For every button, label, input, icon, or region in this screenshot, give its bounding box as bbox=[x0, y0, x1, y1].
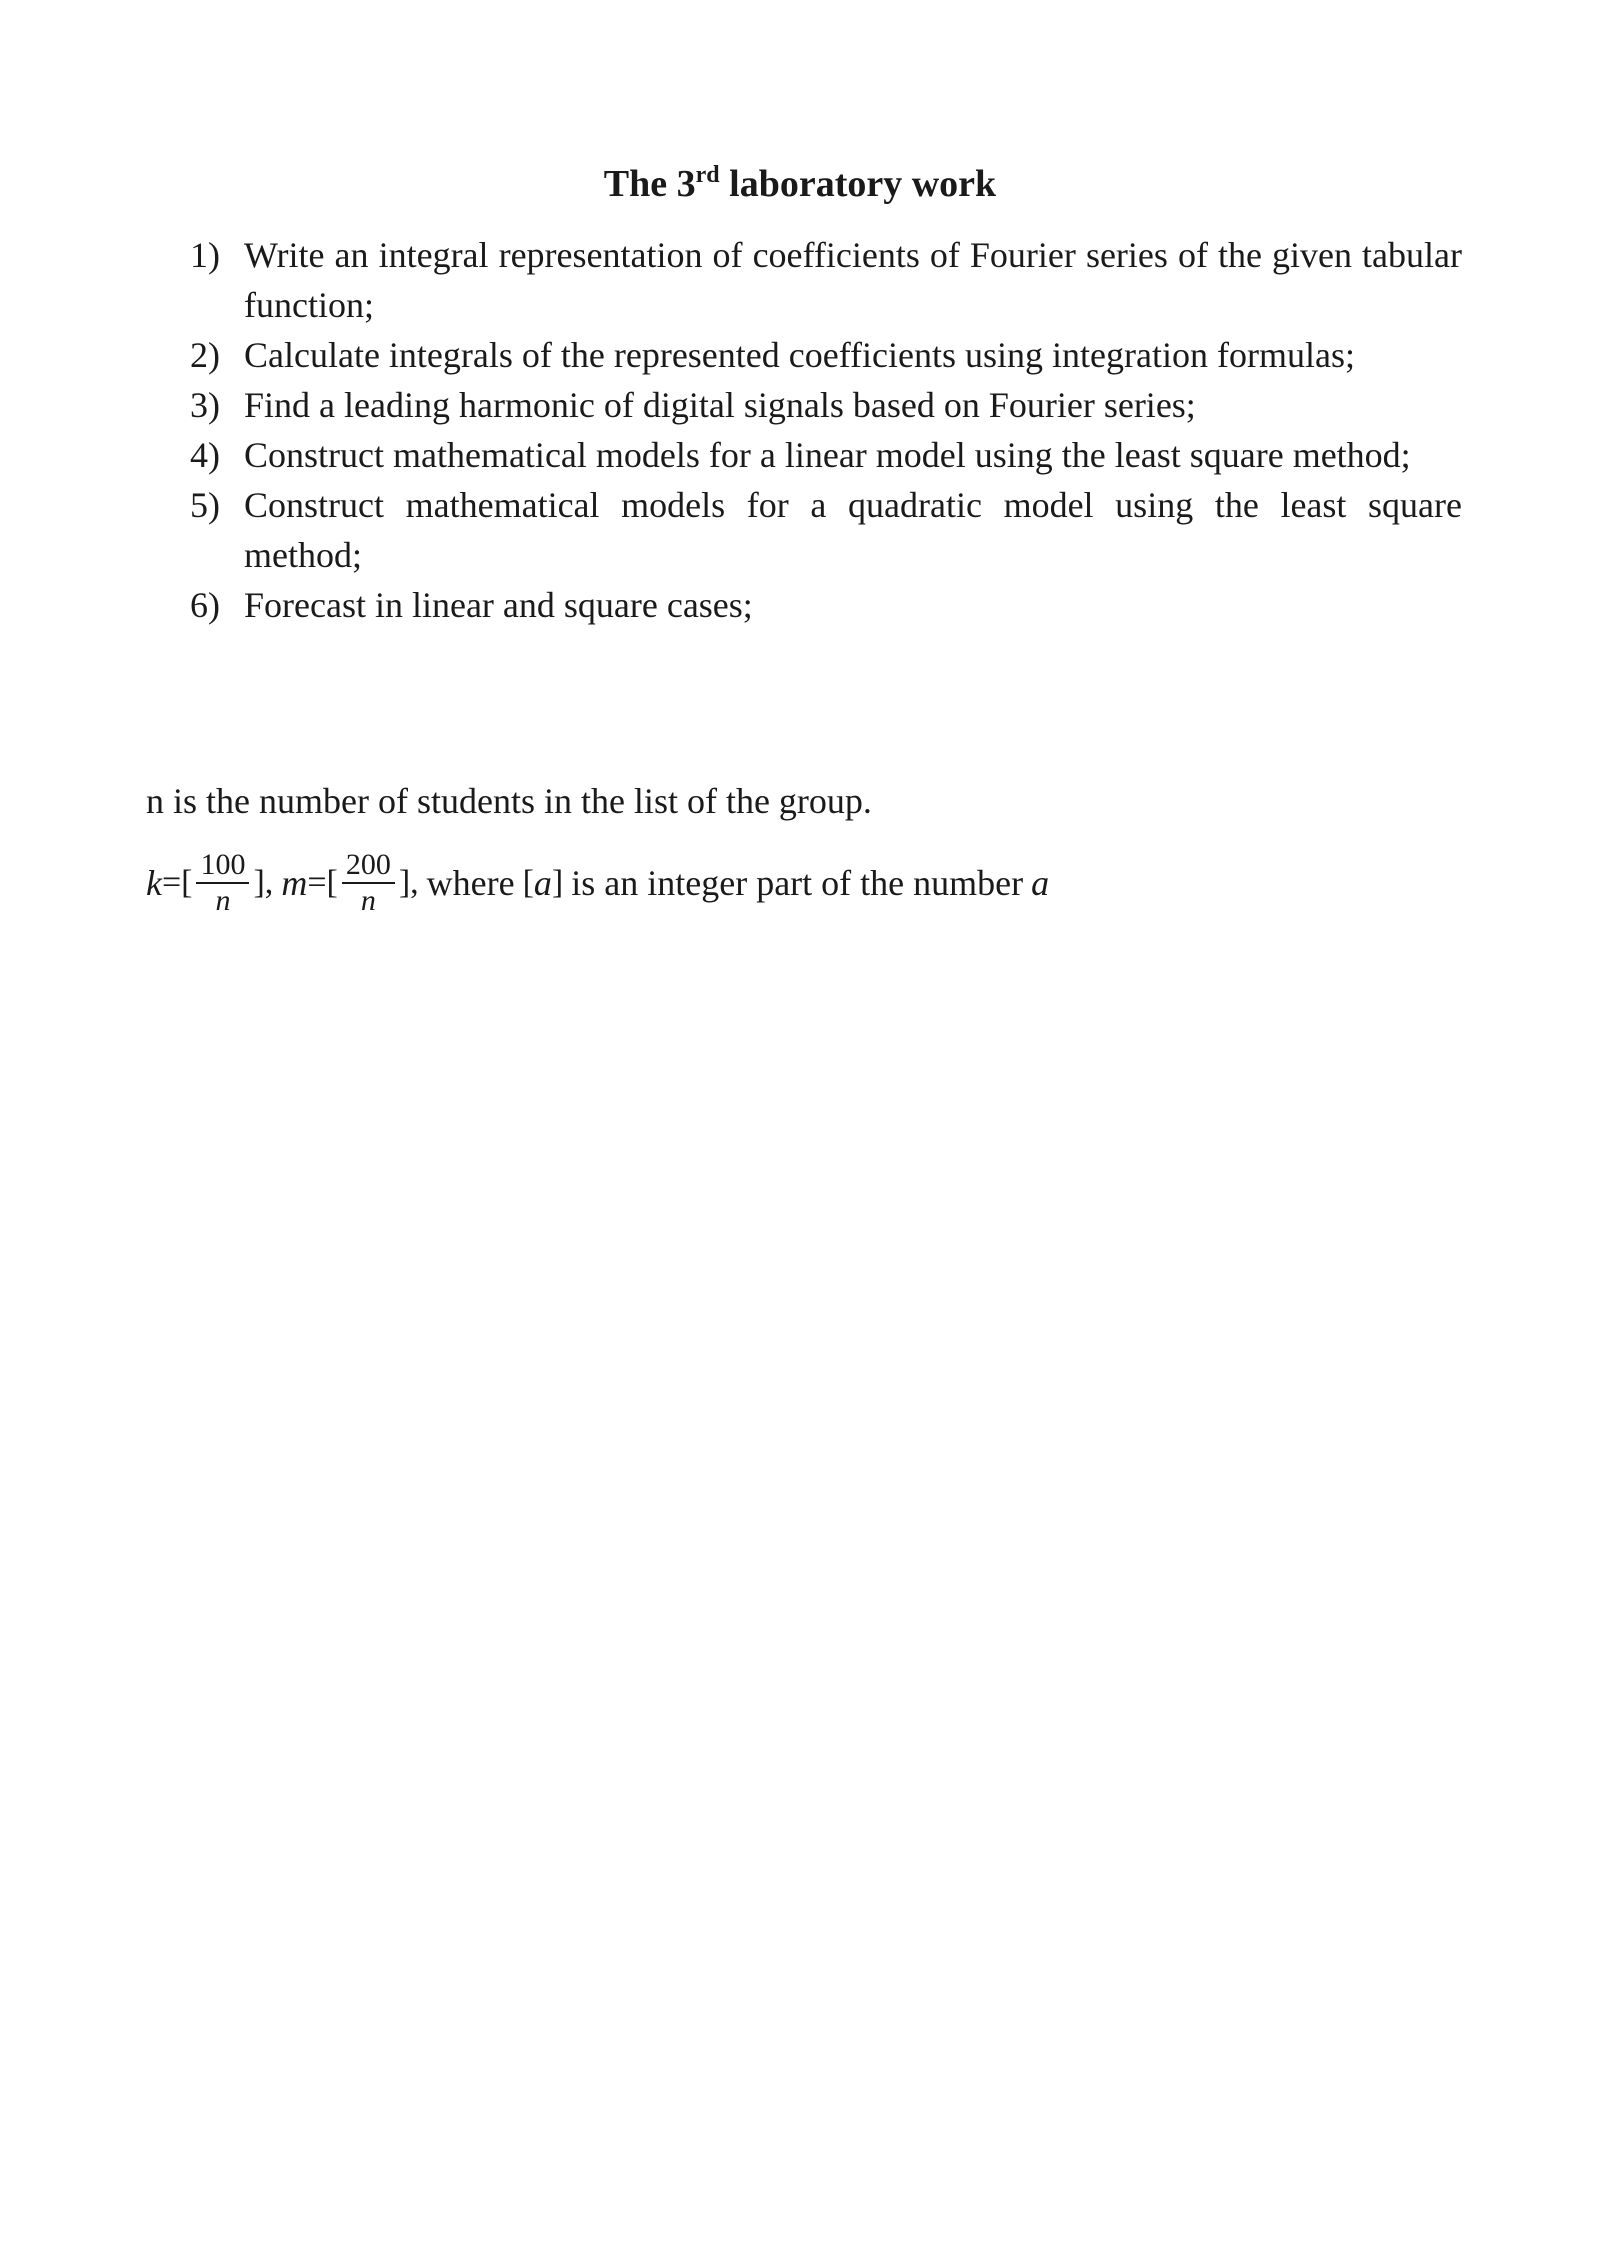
a-close-bracket: ] bbox=[551, 864, 564, 901]
a-open-bracket: [ bbox=[522, 864, 534, 901]
task-text: Calculate integrals of the represented coefficients using integration formulas; bbox=[244, 335, 1355, 375]
task-text: Forecast in linear and square cases; bbox=[244, 585, 753, 625]
k-variable: k bbox=[146, 863, 162, 903]
list-item bbox=[190, 480, 1462, 580]
title-suffix: laboratory work bbox=[719, 163, 997, 205]
list-item bbox=[190, 430, 1462, 480]
k-numerator: 100 bbox=[196, 848, 249, 884]
task-number: 1) bbox=[190, 235, 220, 275]
list-item bbox=[190, 580, 1462, 630]
k-close-bracket: ], bbox=[253, 864, 274, 901]
task-text: Write an integral representation of coefficients of Fourier series of the given tabular function; bbox=[244, 235, 1462, 325]
task-text: Find a leading harmonic of digital signals based on Fourier series; bbox=[244, 385, 1196, 425]
task-number: 4) bbox=[190, 435, 220, 475]
k-denominator: n bbox=[215, 884, 231, 917]
list-item bbox=[190, 330, 1462, 380]
list-item bbox=[190, 380, 1462, 430]
task-list bbox=[190, 230, 1462, 630]
task-number: 2) bbox=[190, 335, 220, 375]
group-note: n is the number of students in the list of the group. bbox=[146, 781, 872, 821]
task-number: 6) bbox=[190, 585, 220, 625]
page-title bbox=[0, 160, 1600, 208]
integer-part-text: is an integer part of the number bbox=[571, 863, 1024, 903]
task-text: Construct mathematical models for a quadratic model using the least square method; bbox=[244, 485, 1462, 575]
m-open-bracket: =[ bbox=[307, 864, 338, 901]
k-fraction bbox=[196, 848, 249, 918]
m-numerator: 200 bbox=[342, 848, 395, 884]
where-text: where bbox=[426, 863, 515, 903]
task-text: Construct mathematical models for a linear model using the least square method; bbox=[244, 435, 1411, 475]
a-variable: a bbox=[533, 863, 552, 903]
a-final-variable: a bbox=[1031, 863, 1050, 903]
k-open-bracket: =[ bbox=[161, 864, 193, 901]
title-superscript: rd bbox=[695, 162, 720, 188]
title-prefix: The 3 bbox=[603, 163, 696, 205]
list-item bbox=[190, 230, 1462, 330]
task-number: 3) bbox=[190, 385, 220, 425]
formula-line bbox=[146, 848, 1049, 918]
task-number: 5) bbox=[190, 485, 220, 525]
m-close-bracket: ], bbox=[398, 864, 419, 901]
m-variable: m bbox=[281, 863, 308, 903]
m-fraction bbox=[342, 848, 395, 918]
m-denominator: n bbox=[360, 884, 376, 917]
